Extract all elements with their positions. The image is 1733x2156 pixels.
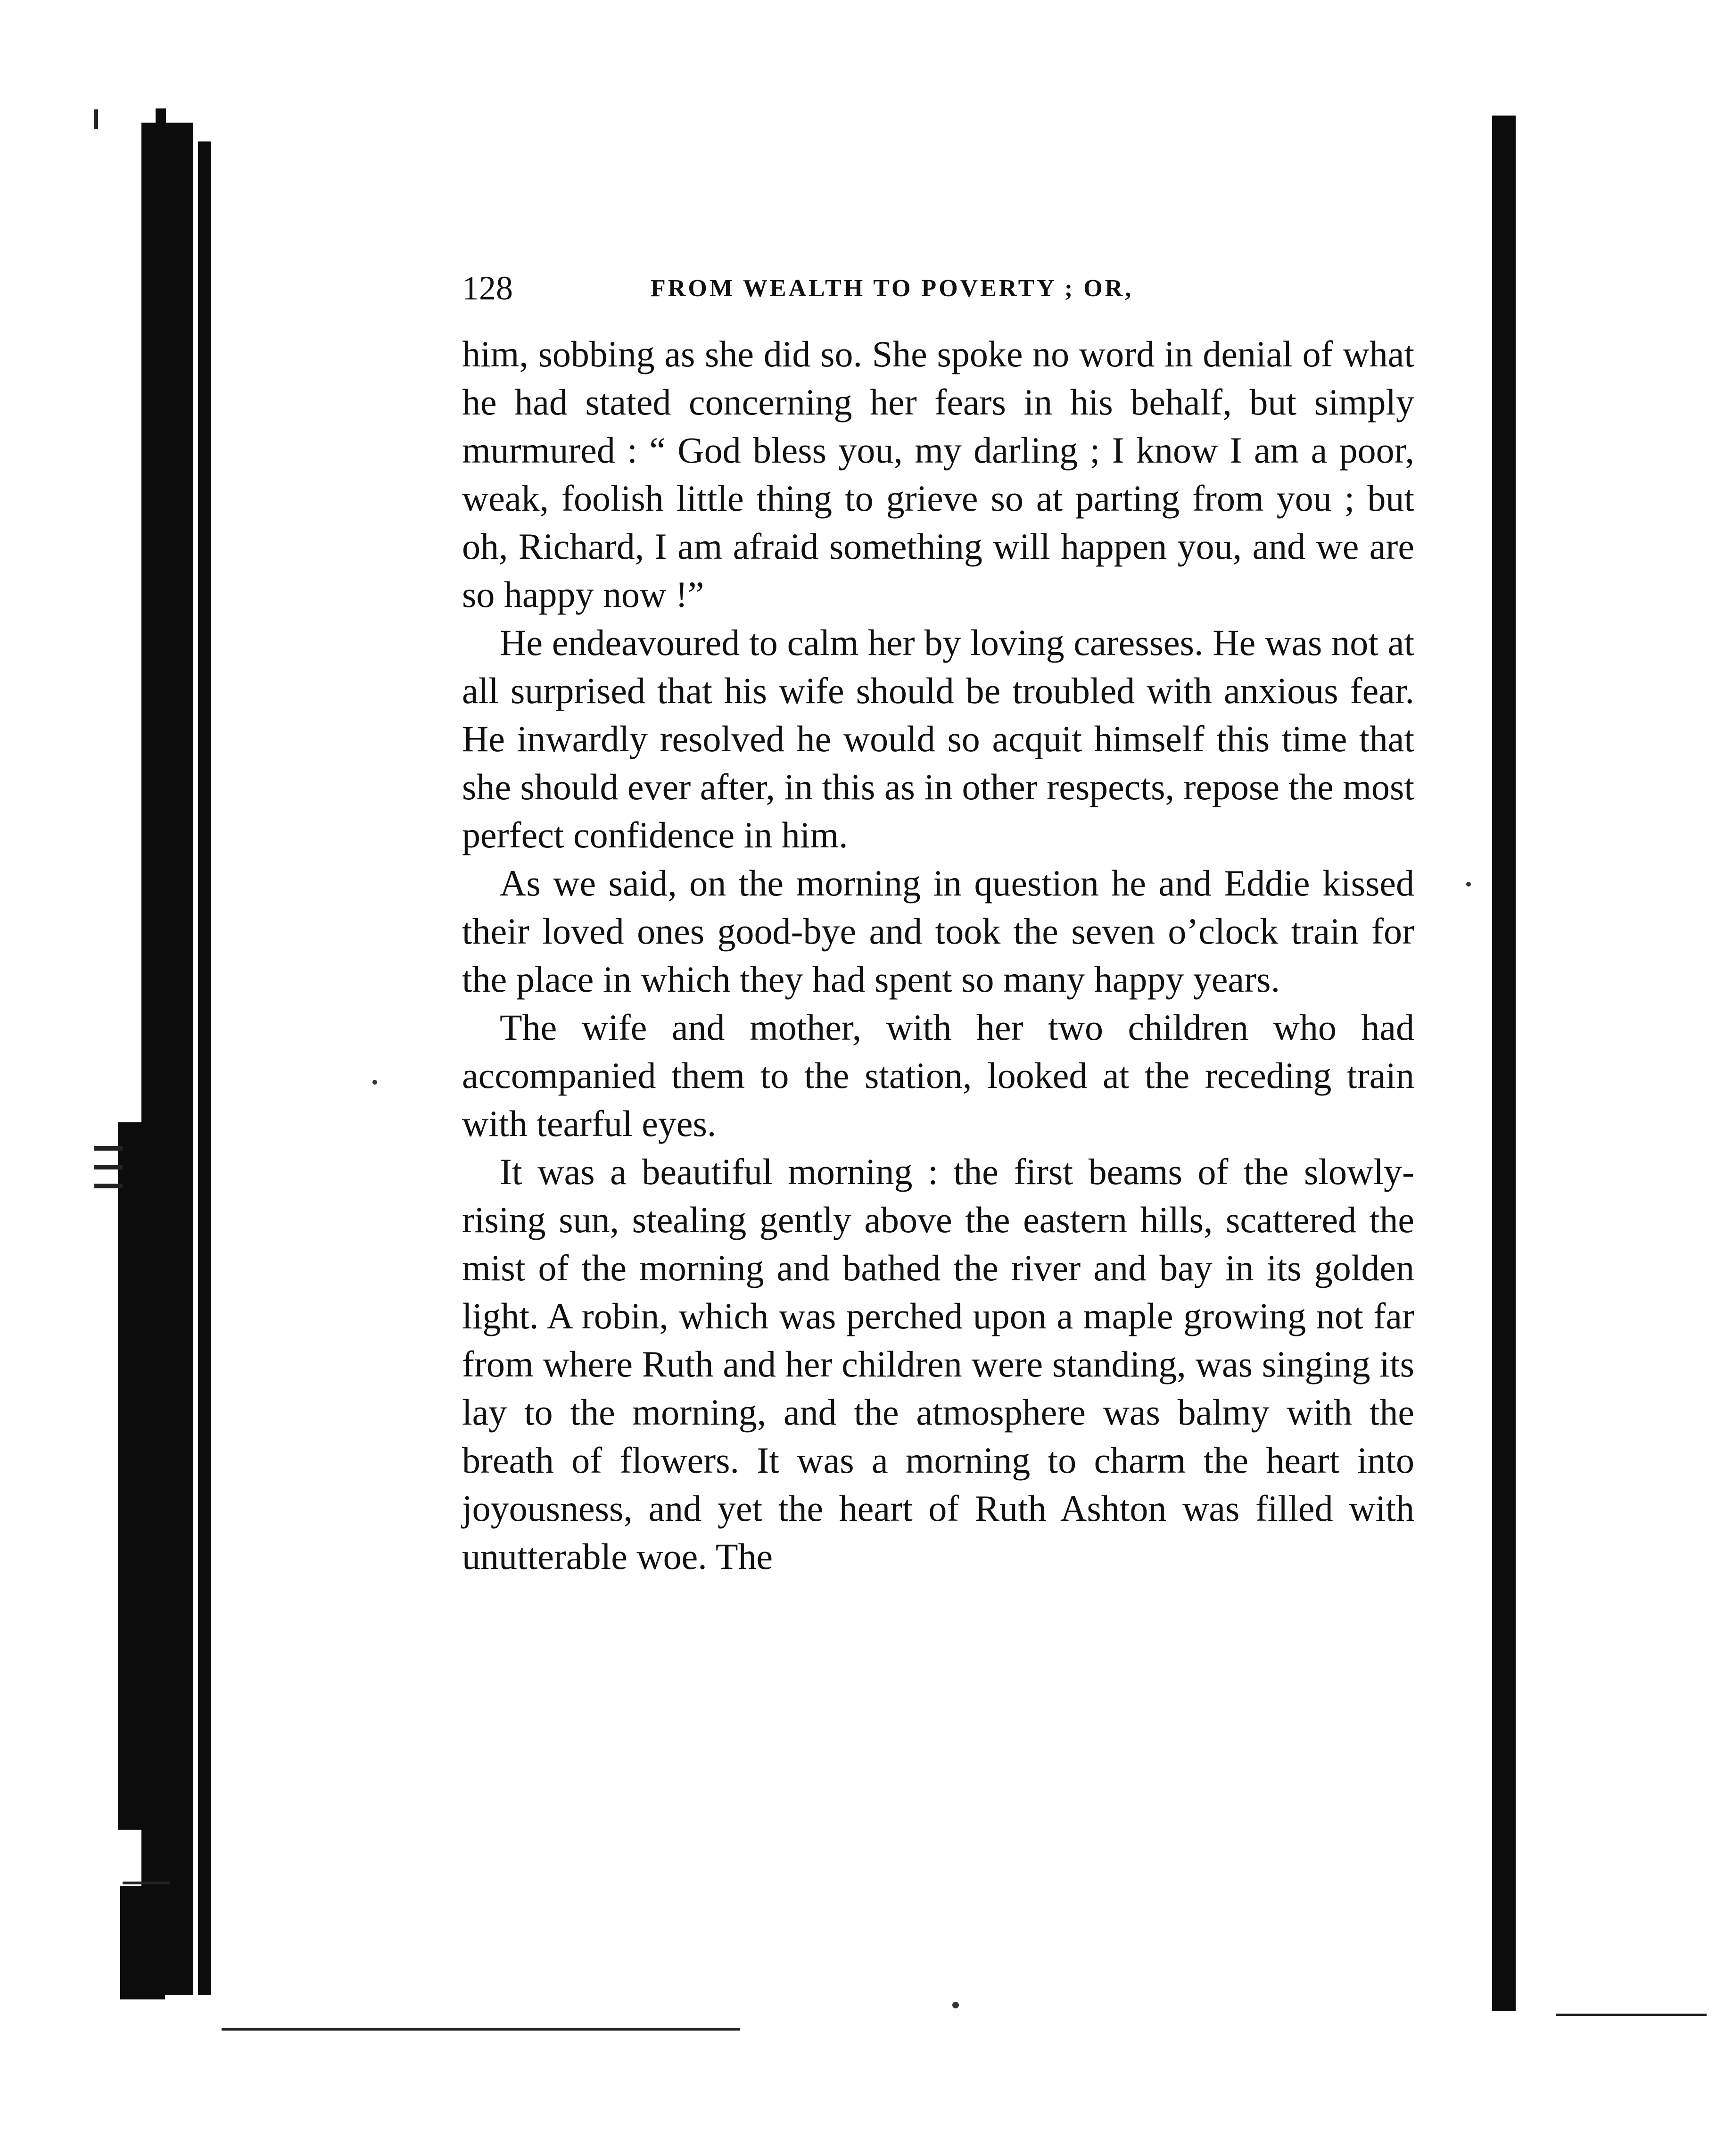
page-number: 128 xyxy=(462,269,513,307)
paragraph-1: him, sobbing as she did so. She spoke no word in denial of what he had stated concerning her fears in his behalf, but simply murmured : “ God bless you, my darling ; I know I am a poor, weak, foolish little thing to grieve so at parting from you ; but oh, Richard, I am afraid something will happen you, and we are so happy now !” xyxy=(462,333,1414,615)
left-binding-shadow xyxy=(141,123,193,1995)
paragraph-4: The wife and mother, with her two children who had accompanied them to the station, looked at the receding train with tearful eyes. xyxy=(462,1007,1414,1144)
speck-3 xyxy=(1466,882,1471,887)
left-margin-block-2 xyxy=(120,1886,165,1999)
paragraph-2: He endeavoured to calm her by loving caresses. He was not at all surprised that his wife should be troubled with anxious fear. He inwardly resolved he would so acquit himself this time that she should ever after, in this as in other respects, repose the most perfect confidence in him. xyxy=(462,622,1415,855)
body-text xyxy=(462,330,1414,1581)
right-binding-shadow xyxy=(1492,116,1516,2011)
top-left-mark-2 xyxy=(94,109,98,129)
left-margin-block-1 xyxy=(118,1122,165,1830)
right-edge-line xyxy=(1556,2014,1707,2016)
bottom-edge-line xyxy=(222,2028,740,2031)
paragraph-5: It was a beautiful morning : the first beams of the slowly-rising sun, stealing gently above the eastern hills, scattered the mist of the morning and bathed the river and bay in its golden light. A robin, which was perched upon a maple growing not far from where Ruth and her children were standing, was singing its lay to the morning, and the atmosphere was balmy with the breath of flowers. It was a morning to charm the heart into joyousness, and yet the heart of Ruth Ashton was filled with unutterable woe. The xyxy=(462,1151,1414,1577)
left-margin-tick-1 xyxy=(94,1146,123,1151)
top-left-mark-1 xyxy=(156,108,166,131)
left-margin-tick-4 xyxy=(123,1882,170,1884)
book-page xyxy=(462,264,1414,1581)
paragraph-3: As we said, on the morning in question he and Eddie kissed their loved ones good-bye and took the seven o’clock train for the place in which they had spent so many happy years. xyxy=(462,862,1414,1000)
speck-2 xyxy=(372,1080,377,1085)
left-margin-tick-2 xyxy=(94,1165,123,1169)
left-binding-edge xyxy=(198,141,211,1995)
running-head xyxy=(462,264,1414,321)
left-margin-tick-3 xyxy=(94,1184,123,1188)
speck-1 xyxy=(952,2002,959,2008)
running-title: FROM WEALTH TO POVERTY ; OR, xyxy=(651,275,1134,302)
